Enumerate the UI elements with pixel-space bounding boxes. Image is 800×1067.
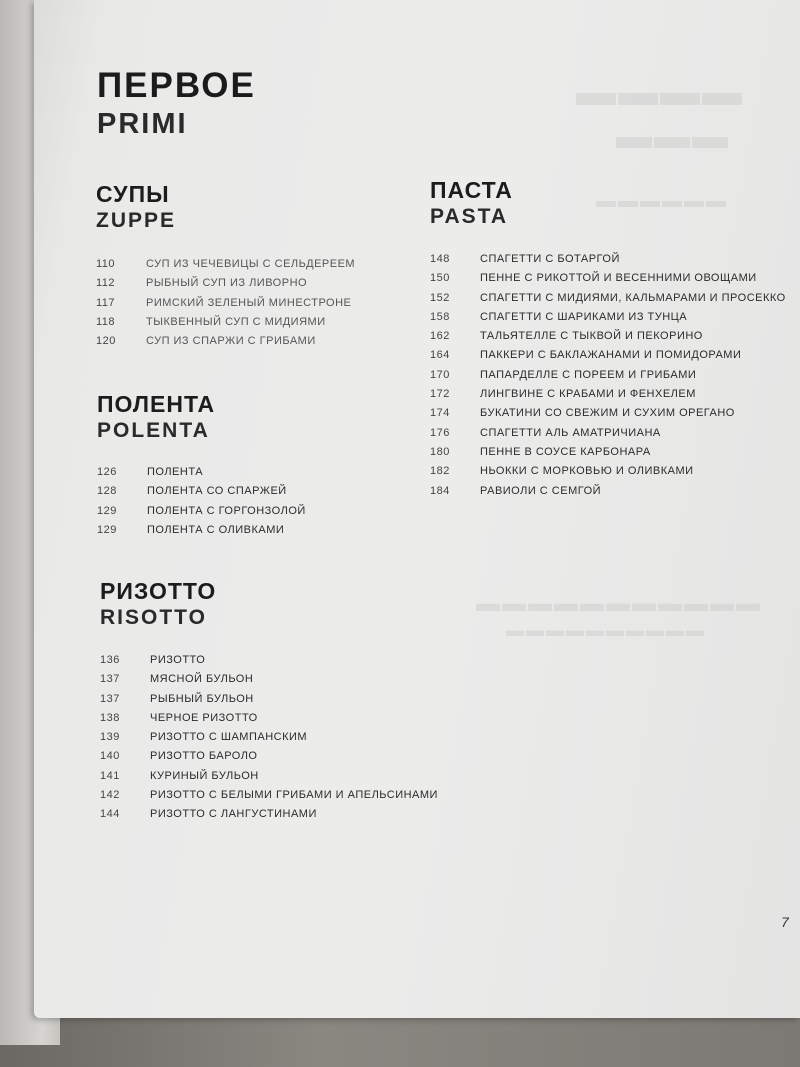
recipe-name: ПЕННЕ В СОУСЕ КАРБОНАРА <box>480 445 651 458</box>
recipe-entry[interactable] <box>430 462 786 481</box>
chapter-subtitle: PRIMI <box>97 108 188 140</box>
recipe-entry[interactable] <box>100 786 438 805</box>
recipe-list <box>96 255 355 351</box>
recipe-entry[interactable] <box>100 767 438 786</box>
page-ref: 112 <box>96 277 116 290</box>
recipe-entry[interactable] <box>97 502 306 521</box>
recipe-name: РИЗОТТО С ЛАНГУСТИНАМИ <box>150 808 317 821</box>
recipe-entry[interactable] <box>97 521 306 540</box>
page-ref: 174 <box>430 407 450 420</box>
recipe-list <box>430 250 786 501</box>
bleed-through-text: ▬▬▬▬ <box>574 70 742 114</box>
recipe-name: ПОЛЕНТА С ОЛИВКАМИ <box>147 523 285 536</box>
recipe-name: ПАККЕРИ С БАКЛАЖАНАМИ И ПОМИДОРАМИ <box>480 349 742 362</box>
page-ref: 148 <box>430 253 450 265</box>
recipe-name: ПЕННЕ С РИКОТТОЙ И ВЕСЕННИМИ ОВОЩАМИ <box>480 272 757 285</box>
page-ref: 137 <box>100 692 120 705</box>
recipe-entry[interactable] <box>430 385 786 404</box>
page-ref: 129 <box>97 523 117 536</box>
recipe-entry[interactable] <box>430 250 786 269</box>
recipe-name: МЯСНОЙ БУЛЬОН <box>150 673 254 686</box>
recipe-name: РИЗОТТО <box>150 654 206 666</box>
page-ref: 158 <box>430 310 450 323</box>
page-ref: 182 <box>430 465 450 478</box>
recipe-entry[interactable] <box>96 274 355 293</box>
recipe-entry[interactable] <box>430 366 786 385</box>
recipe-name: ПОЛЕНТА С ГОРГОНЗОЛОЙ <box>147 504 306 517</box>
recipe-entry[interactable] <box>100 651 438 670</box>
recipe-entry[interactable] <box>430 289 786 308</box>
section-title: РИЗОТТО <box>100 578 217 604</box>
recipe-entry[interactable] <box>96 332 355 351</box>
page-ref: 144 <box>100 808 120 821</box>
bleed-through-text: ▬▬▬▬▬▬▬▬▬▬▬ <box>474 590 760 617</box>
recipe-name: НЬОККИ С МОРКОВЬЮ И ОЛИВКАМИ <box>480 465 694 478</box>
recipe-name: СПАГЕТТИ С ШАРИКАМИ ИЗ ТУНЦА <box>480 310 688 323</box>
section-polenta <box>97 390 306 540</box>
recipe-name: ПОЛЕНТА СО СПАРЖЕЙ <box>147 485 287 498</box>
recipe-name: СУП ИЗ СПАРЖИ С ГРИБАМИ <box>146 335 316 348</box>
recipe-name: ПОЛЕНТА <box>147 466 204 478</box>
section-subtitle: PASTA <box>430 205 509 228</box>
page-ref: 139 <box>100 731 120 744</box>
bleed-through-text: ▬▬▬▬▬▬ <box>594 190 726 212</box>
page-ref: 152 <box>430 291 450 304</box>
bleed-through-text: ▬▬▬ <box>614 115 728 156</box>
page-ref: 162 <box>430 330 450 343</box>
recipe-name: СПАГЕТТИ АЛЬ АМАТРИЧИАНА <box>480 426 661 439</box>
recipe-name: СПАГЕТТИ С БОТАРГОЙ <box>480 253 620 265</box>
page-ref: 180 <box>430 445 450 458</box>
page-ref: 176 <box>430 426 450 439</box>
recipe-entry[interactable] <box>96 294 355 313</box>
page-number: 7 <box>781 914 789 930</box>
recipe-name: РЫБНЫЙ БУЛЬОН <box>150 692 254 705</box>
recipe-entry[interactable] <box>100 747 438 766</box>
recipe-entry[interactable] <box>97 482 306 501</box>
section-risotto <box>100 577 438 825</box>
recipe-name: РИЗОТТО С БЕЛЫМИ ГРИБАМИ И АПЕЛЬСИНАМИ <box>150 789 438 802</box>
page-ref: 142 <box>100 789 120 802</box>
page-ref: 138 <box>100 711 120 724</box>
section-subtitle: ZUPPE <box>96 209 177 232</box>
recipe-entry[interactable] <box>430 346 786 365</box>
recipe-name: БУКАТИНИ СО СВЕЖИМ И СУХИМ ОРЕГАНО <box>480 407 735 420</box>
page-ref: 172 <box>430 388 450 401</box>
section-title: ПАСТА <box>430 177 513 203</box>
recipe-entry[interactable] <box>430 424 786 443</box>
recipe-entry[interactable] <box>430 443 786 462</box>
recipe-name: ЛИНГВИНЕ С КРАБАМИ И ФЕНХЕЛЕМ <box>480 388 696 401</box>
page-ref: 164 <box>430 349 450 362</box>
page-ref: 137 <box>100 673 120 686</box>
recipe-name: РАВИОЛИ С СЕМГОЙ <box>480 484 602 497</box>
recipe-entry[interactable] <box>430 327 786 346</box>
recipe-name: СУП ИЗ ЧЕЧЕВИЦЫ С СЕЛЬДЕРЕЕМ <box>146 258 356 270</box>
recipe-entry[interactable] <box>430 269 786 288</box>
page-ref: 184 <box>430 484 450 497</box>
page-ref: 140 <box>100 750 120 763</box>
recipe-entry[interactable] <box>100 805 438 824</box>
recipe-entry[interactable] <box>100 670 438 689</box>
chapter-title: ПЕРВОЕ <box>97 66 256 105</box>
recipe-entry[interactable] <box>430 482 786 501</box>
recipe-name: ЧЕРНОЕ РИЗОТТО <box>150 711 258 724</box>
recipe-entry[interactable] <box>430 308 786 327</box>
recipe-name: РИЗОТТО С ШАМПАНСКИМ <box>150 731 308 744</box>
recipe-name: РИМСКИЙ ЗЕЛЕНЫЙ МИНЕСТРОНЕ <box>146 296 352 309</box>
page-ref: 120 <box>96 335 116 348</box>
recipe-entry[interactable] <box>100 690 438 709</box>
page-ref: 126 <box>97 466 117 478</box>
recipe-entry[interactable] <box>100 728 438 747</box>
recipe-list <box>100 651 438 825</box>
section-title: СУПЫ <box>96 181 170 207</box>
recipe-name: ПАПАРДЕЛЛЕ С ПОРЕЕМ И ГРИБАМИ <box>480 368 697 381</box>
recipe-name: СПАГЕТТИ С МИДИЯМИ, КАЛЬМАРАМИ И ПРОСЕККО <box>480 291 786 304</box>
bleed-through-text: ▬▬▬▬▬▬▬▬▬▬ <box>504 620 704 640</box>
recipe-name: КУРИНЫЙ БУЛЬОН <box>150 769 259 782</box>
page-ref: 170 <box>430 368 450 381</box>
recipe-entry[interactable] <box>96 313 355 332</box>
page-ref: 150 <box>430 272 450 285</box>
recipe-list <box>97 463 306 540</box>
page-ref: 110 <box>96 258 116 270</box>
section-subtitle: RISOTTO <box>100 606 207 629</box>
recipe-name: РИЗОТТО БАРОЛО <box>150 750 258 763</box>
recipe-name: ТЫКВЕННЫЙ СУП С МИДИЯМИ <box>146 315 326 328</box>
recipe-name: РЫБНЫЙ СУП ИЗ ЛИВОРНО <box>146 277 308 290</box>
recipe-entry[interactable] <box>100 709 438 728</box>
recipe-name: ТАЛЬЯТЕЛЛЕ С ТЫКВОЙ И ПЕКОРИНО <box>480 330 703 343</box>
section-pasta <box>430 176 786 501</box>
recipe-entry[interactable] <box>97 463 306 482</box>
page-ref: 129 <box>97 504 117 517</box>
section-subtitle: POLENTA <box>97 419 210 442</box>
section-soups <box>96 180 355 351</box>
page-ref: 117 <box>96 296 116 309</box>
page-ref: 118 <box>96 315 116 328</box>
page-ref: 141 <box>100 769 120 782</box>
page-ref: 128 <box>97 485 117 498</box>
page-ref: 136 <box>100 654 120 666</box>
recipe-entry[interactable] <box>430 404 786 423</box>
recipe-entry[interactable] <box>96 255 355 274</box>
section-title: ПОЛЕНТА <box>97 391 216 417</box>
